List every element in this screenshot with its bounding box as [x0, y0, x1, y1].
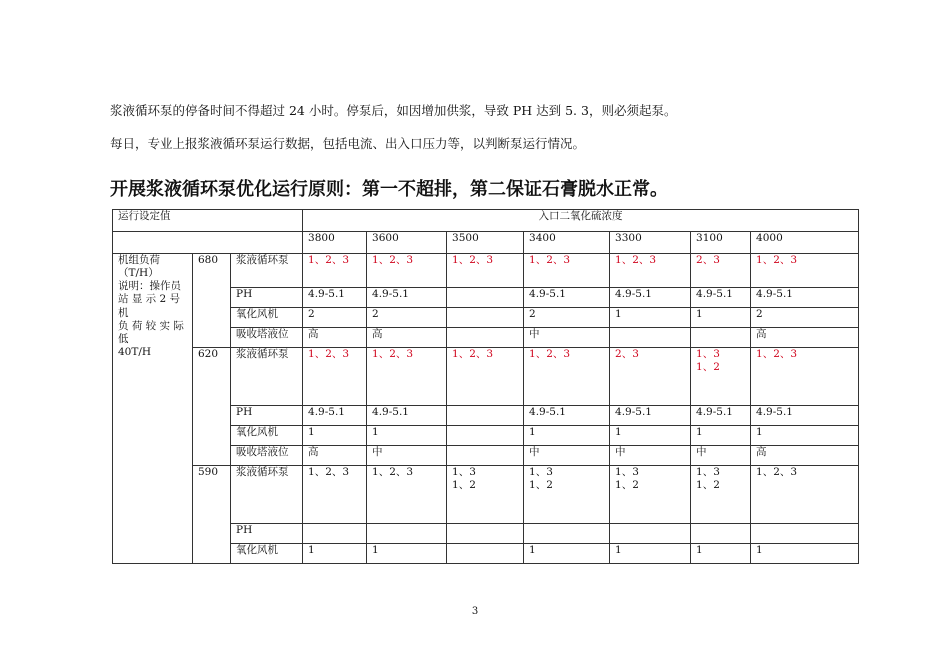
value-cell: 1、3 1、2 — [610, 466, 691, 524]
header-blank-cell — [113, 232, 303, 254]
pump-operation-table — [112, 209, 859, 564]
value-cell: 4.9-5.1 — [524, 288, 610, 308]
concentration-header-3400: 3400 — [524, 232, 610, 254]
value-cell: 1、2、3 — [367, 348, 447, 406]
value-cell — [751, 524, 859, 544]
value-cell — [691, 524, 751, 544]
value-cell: 1、3 1、2 — [691, 348, 751, 406]
paragraph-standby-rule: 浆液循环泵的停备时间不得超过 24 小时。停泵后，如因增加供浆，导致 PH 达到 5. 3，则必须起泵。 — [110, 103, 677, 118]
load-description-cell — [113, 254, 193, 564]
value-cell: 1 — [303, 426, 367, 446]
row-label-cell: PH — [231, 524, 303, 544]
value-cell — [367, 524, 447, 544]
concentration-header-3300: 3300 — [610, 232, 691, 254]
value-cell: 1、2、3 — [524, 254, 610, 288]
value-cell: 1、2、3 — [751, 466, 859, 524]
value-cell: 1 — [367, 544, 447, 564]
value-cell: 中 — [610, 446, 691, 466]
value-cell: 4.9-5.1 — [367, 406, 447, 426]
value-cell: 1、3 1、2 — [524, 466, 610, 524]
load-description-line: 站 显 示 2 号 — [118, 293, 181, 306]
concentration-header-3800: 3800 — [303, 232, 367, 254]
value-cell — [447, 288, 524, 308]
value-cell: 1 — [524, 544, 610, 564]
value-cell: 1 — [610, 308, 691, 328]
value-cell: 1 — [751, 544, 859, 564]
header-setting-cell: 运行设定值 — [113, 210, 303, 232]
row-label-cell: 吸收塔液位 — [231, 446, 303, 466]
concentration-row — [113, 232, 859, 254]
value-cell: 1 — [691, 308, 751, 328]
value-cell: 4.9-5.1 — [610, 288, 691, 308]
value-cell — [303, 524, 367, 544]
value-cell: 1、2、3 — [447, 254, 524, 288]
value-cell: 2 — [751, 308, 859, 328]
row-label-cell: 氧化风机 — [231, 426, 303, 446]
value-cell: 1 — [524, 426, 610, 446]
value-cell: 1、3 1、2 — [691, 466, 751, 524]
value-cell: 高 — [303, 328, 367, 348]
value-cell: 1、2、3 — [524, 348, 610, 406]
value-cell: 1、2、3 — [610, 254, 691, 288]
value-cell: 4.9-5.1 — [610, 406, 691, 426]
value-cell: 1 — [610, 426, 691, 446]
unit-load-cell: 620 — [193, 348, 231, 466]
value-cell: 1、2、3 — [447, 348, 524, 406]
value-cell: 中 — [524, 446, 610, 466]
value-cell: 中 — [524, 328, 610, 348]
value-cell: 1 — [751, 426, 859, 446]
load-description-line: 低 — [118, 332, 129, 345]
value-cell: 2 — [524, 308, 610, 328]
row-label-cell: 氧化风机 — [231, 308, 303, 328]
value-cell: 1、3 1、2 — [447, 466, 524, 524]
table-row — [113, 466, 859, 524]
value-cell — [610, 328, 691, 348]
value-cell — [447, 308, 524, 328]
table-row — [113, 348, 859, 406]
value-cell — [610, 524, 691, 544]
value-cell: 1 — [367, 426, 447, 446]
row-label-cell: 氧化风机 — [231, 544, 303, 564]
value-cell: 4.9-5.1 — [691, 288, 751, 308]
table-row — [113, 254, 859, 288]
concentration-header-4000: 4000 — [751, 232, 859, 254]
unit-load-cell: 680 — [193, 254, 231, 348]
value-cell: 4.9-5.1 — [303, 406, 367, 426]
value-cell: 4.9-5.1 — [691, 406, 751, 426]
page-number: 3 — [471, 606, 479, 617]
value-cell: 4.9-5.1 — [367, 288, 447, 308]
value-cell: 2 — [367, 308, 447, 328]
row-label-cell: 吸收塔液位 — [231, 328, 303, 348]
load-description-line: 负 荷 较 实 际 — [118, 319, 184, 332]
value-cell: 4.9-5.1 — [303, 288, 367, 308]
concentration-header-3600: 3600 — [367, 232, 447, 254]
load-description-line: 机组负荷 — [118, 254, 160, 266]
value-cell — [524, 524, 610, 544]
value-cell: 2 — [303, 308, 367, 328]
section-heading: 开展浆液循环泵优化运行原则：第一不超排，第二保证石膏脱水正常。 — [110, 179, 668, 200]
value-cell: 4.9-5.1 — [751, 406, 859, 426]
value-cell — [447, 544, 524, 564]
value-cell: 1 — [691, 544, 751, 564]
row-label-cell: 浆液循环泵 — [231, 254, 303, 288]
value-cell: 1、2、3 — [303, 254, 367, 288]
value-cell: 1、2、3 — [303, 466, 367, 524]
unit-load-cell: 590 — [193, 466, 231, 564]
value-cell — [447, 406, 524, 426]
value-cell — [447, 446, 524, 466]
load-description-line: （T/H） — [118, 267, 159, 280]
value-cell: 1、2、3 — [303, 348, 367, 406]
value-cell — [447, 328, 524, 348]
value-cell: 中 — [367, 446, 447, 466]
load-description-line: 40T/H — [118, 345, 152, 358]
value-cell: 4.9-5.1 — [524, 406, 610, 426]
row-label-cell: PH — [231, 288, 303, 308]
concentration-header-3100: 3100 — [691, 232, 751, 254]
value-cell: 高 — [751, 328, 859, 348]
load-description-line: 说明：操作员 — [118, 280, 181, 293]
value-cell: 高 — [751, 446, 859, 466]
value-cell: 1、2、3 — [751, 348, 859, 406]
value-cell: 1、2、3 — [367, 466, 447, 524]
value-cell: 2、3 — [691, 254, 751, 288]
row-label-cell: PH — [231, 406, 303, 426]
paragraph-daily-report: 每日，专业上报浆液循环泵运行数据，包括电流、出入口压力等，以判断泵运行情况。 — [110, 136, 586, 151]
value-cell — [447, 426, 524, 446]
value-cell: 高 — [303, 446, 367, 466]
value-cell — [447, 524, 524, 544]
value-cell: 2、3 — [610, 348, 691, 406]
value-cell: 1 — [691, 426, 751, 446]
value-cell: 中 — [691, 446, 751, 466]
value-cell — [691, 328, 751, 348]
value-cell: 高 — [367, 328, 447, 348]
load-description-line: 机 — [118, 306, 129, 319]
value-cell: 4.9-5.1 — [751, 288, 859, 308]
value-cell: 1、2、3 — [367, 254, 447, 288]
header-concentration-cell: 入口二氧化硫浓度 — [303, 210, 859, 232]
value-cell: 1、2、3 — [751, 254, 859, 288]
row-label-cell: 浆液循环泵 — [231, 348, 303, 406]
value-cell: 1 — [303, 544, 367, 564]
value-cell: 1 — [610, 544, 691, 564]
row-label-cell: 浆液循环泵 — [231, 466, 303, 524]
concentration-header-3500: 3500 — [447, 232, 524, 254]
